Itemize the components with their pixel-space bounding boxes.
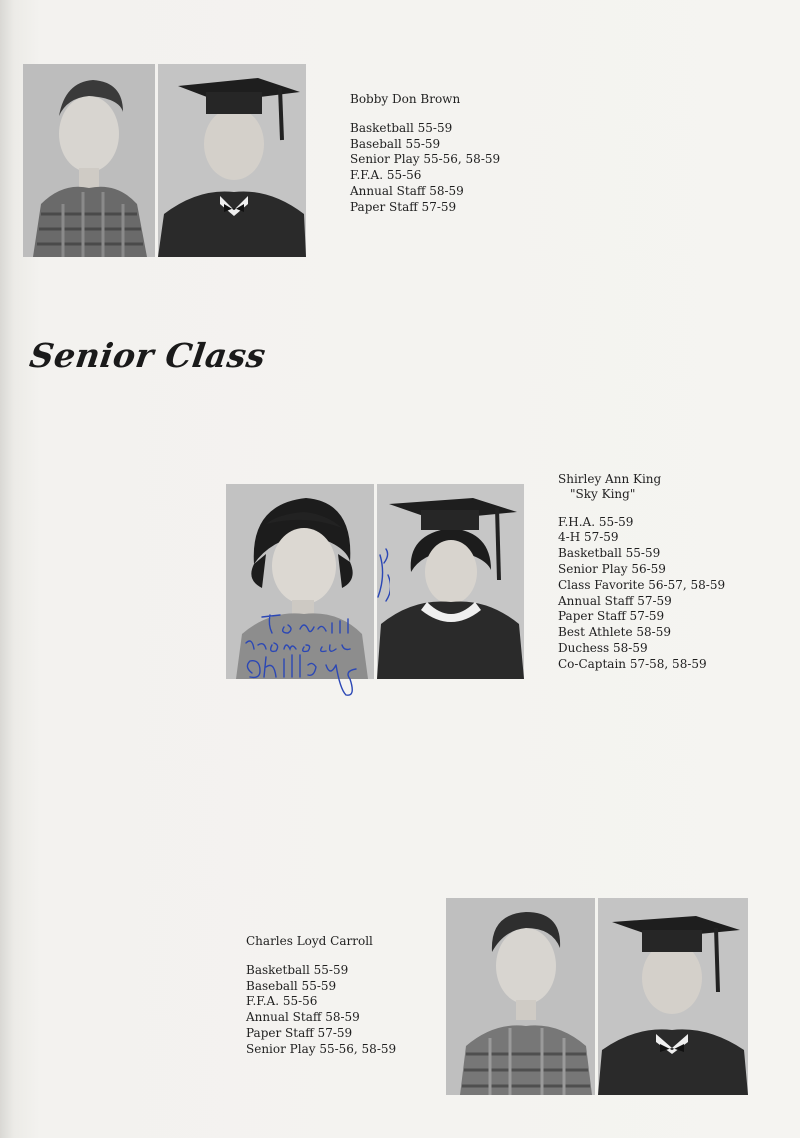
student-3-activities	[246, 963, 396, 1058]
activity-item: Senior Play 55-56, 58-59	[246, 1041, 397, 1056]
student-2-nickname: "Sky King"	[570, 486, 636, 501]
section-title: Senior Class	[27, 336, 269, 375]
student-1-photos	[23, 64, 306, 257]
activity-item: Annual Staff 58-59	[246, 1010, 360, 1025]
student-2-info	[558, 472, 725, 673]
activity-item: Baseball 55-59	[350, 136, 441, 151]
activity-item: Basketball 55-59	[246, 962, 349, 977]
activity-item: Basketball 55-59	[558, 546, 661, 561]
student-1-info	[350, 92, 500, 216]
student-2-casual-photo	[226, 484, 374, 679]
activity-item: Best Athlete 58-59	[558, 625, 671, 640]
student-1-name: Bobby Don Brown	[350, 92, 461, 106]
activity-item: Senior Play 56-59	[558, 561, 666, 576]
activity-item: Senior Play 55-56, 58-59	[350, 152, 501, 167]
activity-item: Paper Staff 57-59	[558, 609, 665, 624]
student-2-activities	[558, 515, 725, 673]
activity-item: Paper Staff 57-59	[350, 199, 457, 214]
student-3-cap-gown-photo	[598, 898, 748, 1095]
activity-item: Duchess 58-59	[558, 640, 648, 655]
student-2-name: Shirley Ann King	[558, 472, 662, 486]
student-3-name: Charles Loyd Carroll	[246, 934, 373, 948]
activity-item: F.F.A. 55-56	[350, 168, 422, 183]
activity-item: Co-Captain 57-58, 58-59	[558, 656, 707, 671]
student-1-cap-gown-photo	[158, 64, 306, 257]
student-2-photos	[226, 484, 524, 679]
activity-item: Annual Staff 58-59	[350, 183, 464, 198]
activity-item: Annual Staff 57-59	[558, 593, 672, 608]
activity-item: Class Favorite 56-57, 58-59	[558, 577, 726, 592]
student-3-info	[246, 934, 396, 1058]
student-2-cap-gown-photo	[377, 484, 524, 679]
activity-item: Baseball 55-59	[246, 978, 337, 993]
student-1-activities	[350, 121, 500, 216]
activity-item: F.H.A. 55-59	[558, 514, 634, 529]
activity-item: Paper Staff 57-59	[246, 1025, 353, 1040]
student-3-casual-photo	[446, 898, 595, 1095]
activity-item: 4-H 57-59	[558, 530, 619, 545]
activity-item: F.F.A. 55-56	[246, 994, 318, 1009]
activity-item: Basketball 55-59	[350, 120, 453, 135]
student-1-casual-photo	[23, 64, 155, 257]
student-3-photos	[446, 898, 748, 1095]
